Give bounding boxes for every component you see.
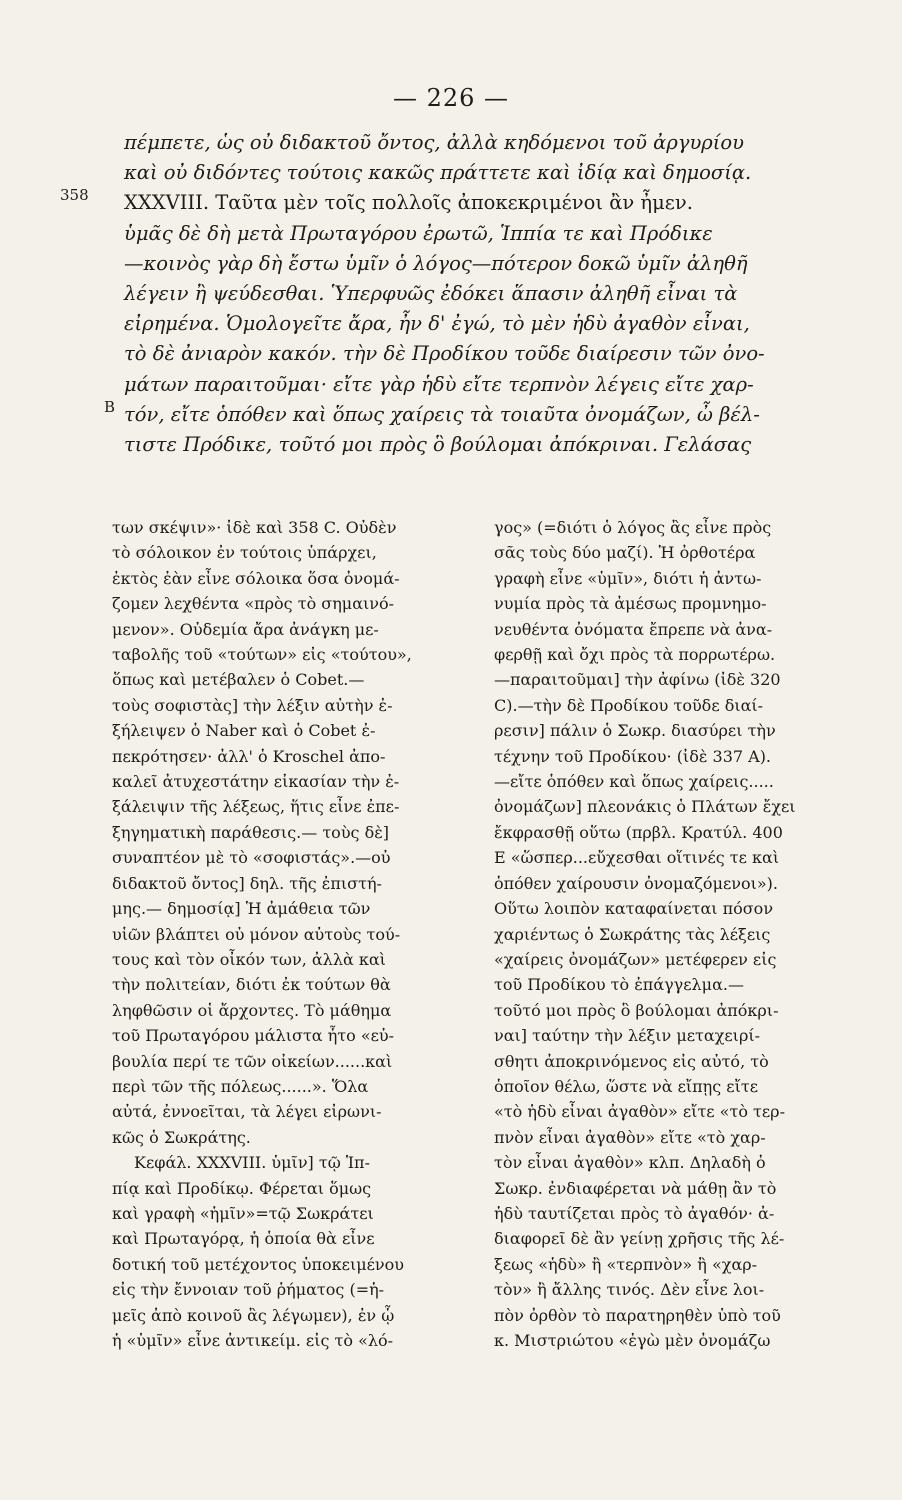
note-line: ἔκφρασθῇ οὕτω (πρβλ. Κρατύλ. 400 xyxy=(494,822,783,842)
main-line: λέγειν ἢ ψεύδεσθαι. Ὑπερφυῶς ἐδόκει ἅπασιν ἀληθῆ εἶναι τὰ xyxy=(124,282,738,306)
main-line: —κοινὸς γὰρ δὴ ἔστω ὑμῖν ὁ λόγος—πότερον δοκῶ ὑμῖν ἀληθῆ xyxy=(124,251,748,275)
note-line: χαριέντως ὁ Σωκράτης τὰς λέξεις xyxy=(494,924,771,944)
note-line: εἰς τὴν ἔννοιαν τοῦ ῥήματος (=ἡ- xyxy=(112,1280,385,1300)
main-line: τὸ δὲ ἀνιαρὸν κακόν. τὴν δὲ Προδίκου τοῦδε διαίρεσιν τῶν ὀνο- xyxy=(124,342,765,366)
note-line: πίᾳ καὶ Προδίκῳ. Φέρεται ὅμως xyxy=(112,1178,372,1198)
note-line: Κεφάλ. XXXVIII. ὑμῖν] τῷ Ἱπ- xyxy=(134,1153,370,1173)
note-line: ξήλειψεν ὁ Naber καὶ ὁ Cobet ἐ- xyxy=(112,721,376,741)
note-line: αὐτά, ἐννοεῖται, τὰ λέγει εἰρωνι- xyxy=(112,1102,382,1122)
note-line: σᾶς τοὺς δύο μαζί). Ἡ ὀρθοτέρα xyxy=(494,543,756,563)
note-line: τοῦ Πρωταγόρου μάλιστα ἦτο «εὐ- xyxy=(112,1026,395,1046)
note-line: τὴν πολιτείαν, διότι ἐκ τούτων θὰ xyxy=(112,975,391,995)
note-line: τοῦ Προδίκου τὸ ἐπάγγελμα.— xyxy=(494,975,744,995)
note-line: E «ὥσπερ...εὔχεσθαι οἵτινές τε καὶ xyxy=(494,848,780,868)
note-line: ταβολῆς τοῦ «τούτων» εἰς «τούτου», xyxy=(112,645,412,665)
page-number: — 226 — xyxy=(392,84,510,112)
note-line: μεῖς ἀπὸ κοινοῦ ἂς λέγωμεν), ἐν ᾧ xyxy=(112,1305,395,1325)
note-line: ὁπόθεν χαίρουσιν ὀνομαζόμενοι»). xyxy=(494,873,778,893)
note-line: νευθέντα ὀνόματα ἔπρεπε νὰ ἀνα- xyxy=(494,619,773,639)
note-line: ὁποῖον θέλω, ὥστε νὰ εἴπῃς εἴτε xyxy=(494,1076,759,1096)
note-line: ἡ «ὑμῖν» εἶνε ἀντικείμ. εἰς τὸ «λό- xyxy=(112,1331,394,1350)
note-line: τὸ σόλοικον ἐν τούτοις ὑπάρχει, xyxy=(112,543,377,563)
notes-right-column xyxy=(494,515,854,1353)
note-line: —παραιτοῦμαι] τὴν ἀφίνω (ἰδὲ 320 xyxy=(494,670,781,690)
note-line: Οὕτω λοιπὸν καταφαίνεται πόσον xyxy=(494,899,774,919)
note-line: —εἴτε ὁπόθεν καὶ ὅπως χαίρεις..... xyxy=(494,772,774,792)
note-line: τους καὶ τὸν οἶκόν των, ἀλλὰ καὶ xyxy=(112,949,386,969)
note-line: τὸν» ἢ ἄλλης τινός. Δὲν εἶνε λοι- xyxy=(494,1280,765,1300)
note-line: ὀνομάζων] πλεονάκις ὁ Πλάτων ἔχει xyxy=(494,797,796,817)
main-line: μάτων παραιτοῦμαι· εἴτε γὰρ ἡδὺ εἴτε τερπνὸν λέγεις εἴτε χαρ- xyxy=(124,372,754,396)
main-line: XXXVIII. Ταῦτα μὲν τοῖς πολλοῖς ἀποκεκριμένοι ἂν ἦμεν. xyxy=(124,191,693,215)
note-line: ζομεν λεχθέντα «πρὸς τὸ σημαινό- xyxy=(112,594,395,614)
main-line: καὶ οὐ διδόντες τούτοις κακῶς πράττετε καὶ ἰδίᾳ καὶ δημοσίᾳ. xyxy=(124,161,752,185)
note-line: μενον». Οὐδεμία ἄρα ἀνάγκη με- xyxy=(112,619,379,639)
note-line: ἐκτὸς ἐὰν εἶνε σόλοικα ὅσα ὀνομά- xyxy=(112,568,400,588)
note-line: ἡδὺ ταυτίζεται πρὸς τὸ ἀγαθόν· ἀ- xyxy=(494,1203,775,1223)
note-line: καὶ γραφὴ «ἡμῖν»=τῷ Σωκράτει xyxy=(112,1203,374,1223)
margin-section-number: 358 xyxy=(60,186,89,204)
note-line: τὸν εἶναι ἀγαθὸν» κλπ. Δηλαδὴ ὁ xyxy=(494,1153,766,1173)
note-line: κ. Μιστριώτου «ἐγὼ μὲν ὀνομάζω xyxy=(494,1331,771,1350)
note-line: πὸν ὀρθὸν τὸ παρατηρηθὲν ὑπὸ τοῦ xyxy=(494,1305,781,1325)
main-line: τόν, εἴτε ὁπόθεν καὶ ὅπως χαίρεις τὰ τοιαῦτα ὀνομάζων, ὦ βέλ- xyxy=(124,402,760,426)
note-line: ξεως «ἡδὺ» ἢ «τερπνὸν» ἢ «χαρ- xyxy=(494,1254,758,1274)
note-line: «τὸ ἡδὺ εἶναι ἀγαθὸν» εἴτε «τὸ τερ- xyxy=(494,1102,785,1122)
main-line: εἰρημένα. Ὁμολογεῖτε ἄρα, ἦν δ' ἐγώ, τὸ μὲν ἡδὺ ἀγαθὸν εἶναι, xyxy=(124,312,750,336)
note-line: διδακτοῦ ὄντος] δηλ. τῆς ἐπιστή- xyxy=(112,873,382,893)
note-line: σθητι ἀποκρινόμενος εἰς αὐτό, τὸ xyxy=(494,1051,769,1071)
note-line: Σωκρ. ἐνδιαφέρεται νὰ μάθῃ ἂν τὸ xyxy=(494,1178,777,1198)
note-line: πνὸν εἶναι ἀγαθὸν» εἴτε «τὸ χαρ- xyxy=(494,1127,766,1147)
note-line: διαφορεῖ δὲ ἂν γείνῃ χρῆσις τῆς λέ- xyxy=(494,1229,785,1249)
note-line: ξηγηματικὴ παράθεσις.— τοὺς δὲ] xyxy=(112,822,390,842)
note-line: τοὺς σοφιστὰς] τὴν λέξιν αὐτὴν ἐ- xyxy=(112,695,393,715)
margin-letter-b: B xyxy=(104,398,116,416)
note-line: συναπτέον μὲ τὸ «σοφιστάς».—οὐ xyxy=(112,848,391,868)
main-line: τιστε Πρόδικε, τοῦτό μοι πρὸς ὃ βούλομαι ἀπόκριναι. Γελάσας xyxy=(124,433,752,457)
note-line: κῶς ὁ Σωκράτης. xyxy=(112,1127,251,1147)
note-line: υἱῶν βλάπτει οὐ μόνον αὐτοὺς τού- xyxy=(112,924,401,944)
note-line: μης.— δημοσίᾳ] Ἡ ἀμάθεια τῶν xyxy=(112,899,371,919)
note-line: καὶ Πρωταγόρᾳ, ἡ ὁποία θὰ εἶνε xyxy=(112,1229,375,1249)
note-line: γος» (=διότι ὁ λόγος ἂς εἶνε πρὸς xyxy=(494,518,772,537)
note-line: των σκέψιν»· ἰδὲ καὶ 358 C. Οὐδὲν xyxy=(112,518,397,537)
note-line: δοτική τοῦ μετέχοντος ὑποκειμένου xyxy=(112,1254,404,1274)
note-line: ρεσιν] πάλιν ὁ Σωκρ. διασύρει τὴν xyxy=(494,721,776,741)
main-text xyxy=(124,128,856,460)
main-line: ὑμᾶς δὲ δὴ μετὰ Πρωταγόρου ἐρωτῶ, Ἱππία τε καὶ Πρόδικε xyxy=(124,221,713,245)
note-line: νυμία πρὸς τὰ ἀμέσως προμνημο- xyxy=(494,594,767,614)
note-line: βουλία περί τε τῶν οἰκείων......καὶ xyxy=(112,1051,393,1071)
note-line: τοῦτό μοι πρὸς ὃ βούλομαι ἀπόκρι- xyxy=(494,1000,779,1020)
note-line: καλεῖ ἀτυχεστάτην εἰκασίαν τὴν ἐ- xyxy=(112,772,400,792)
note-line: περὶ τῶν τῆς πόλεως......». Ὅλα xyxy=(112,1076,369,1096)
note-line: ὅπως καὶ μετέβαλεν ὁ Cobet.— xyxy=(112,670,365,690)
note-line: πεκρότησεν· ἀλλ' ὁ Kroschel ἀπο- xyxy=(112,746,386,766)
note-line: ναι] ταύτην τὴν λέξιν μεταχειρί- xyxy=(494,1026,761,1046)
note-line: ληφθῶσιν οἱ ἄρχοντες. Τὸ μάθημα xyxy=(112,1000,392,1020)
note-line: ξάλειψιν τῆς λέξεως, ἥτις εἶνε ἐπε- xyxy=(112,797,400,817)
commentary-notes xyxy=(112,515,854,1353)
note-line: γραφὴ εἶνε «ὑμῖν», διότι ἡ ἀντω- xyxy=(494,568,762,588)
notes-left-column xyxy=(112,515,472,1353)
note-line: φερθῇ καὶ ὄχι πρὸς τὰ πορρωτέρω. xyxy=(494,645,776,665)
note-line: C).—τὴν δὲ Προδίκου τοῦδε διαί- xyxy=(494,695,764,715)
main-line: πέμπετε, ὡς οὐ διδακτοῦ ὄντος, ἀλλὰ κηδόμενοι τοῦ ἀργυρίου xyxy=(124,131,745,154)
note-line: «χαίρεις ὀνομάζων» μετέφερεν εἰς xyxy=(494,949,777,969)
note-line: τέχνην τοῦ Προδίκου· (ἰδὲ 337 Α). xyxy=(494,746,772,766)
